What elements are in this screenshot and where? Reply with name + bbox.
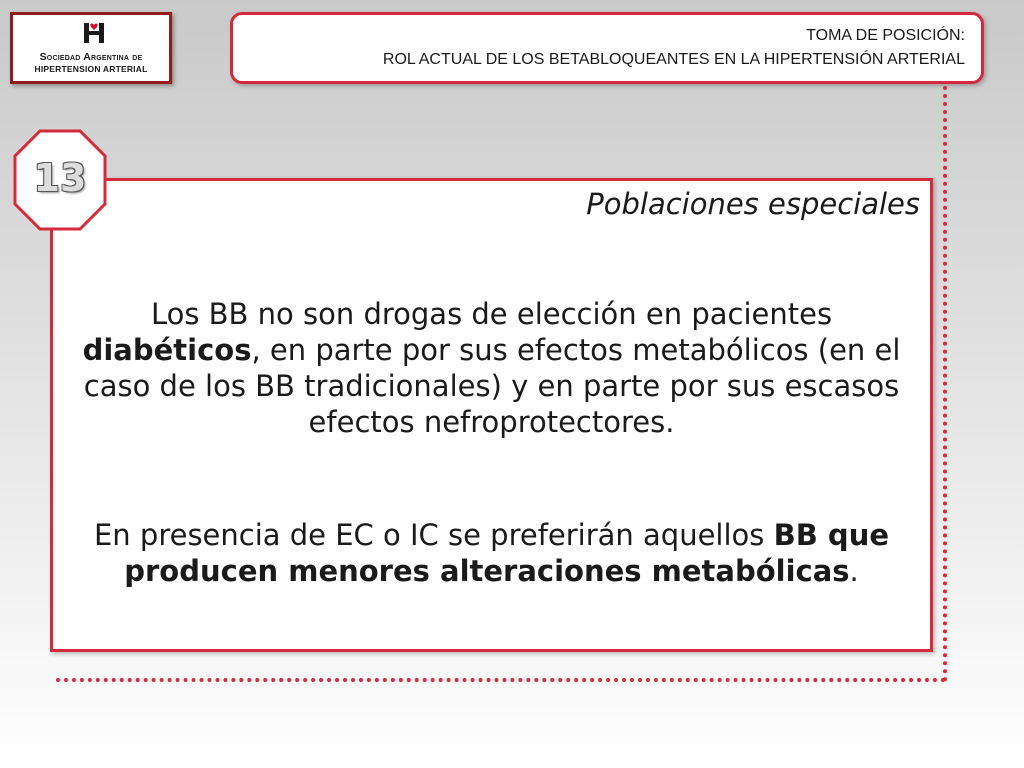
- content-panel: [50, 178, 933, 652]
- paragraph-ec-ic: [53, 517, 930, 589]
- paragraph-emphasis: diabéticos: [82, 333, 252, 367]
- paragraph-text: .: [849, 554, 859, 588]
- dotted-divider-vertical: [943, 86, 947, 682]
- paragraph-emphasis: BB que producen menores alteraciones metabólicas: [124, 518, 890, 588]
- sah-logo-icon: [83, 21, 105, 45]
- logo-line-2: HIPERTENSION ARTERIAL: [34, 64, 148, 74]
- section-title: Poblaciones especiales: [586, 187, 920, 221]
- paragraph-text: , en parte por sus efectos metabólicos (en el caso de los BB tradicionales) y en parte por sus escasos efectos nefroprotectores.: [83, 333, 901, 439]
- logo-line-1: Sociedad Argentina de: [39, 51, 143, 63]
- slide-number: 13: [33, 156, 87, 200]
- paragraph-text: En presencia de EC o IC se preferirán aquellos: [93, 518, 774, 552]
- logo-text: [13, 51, 169, 75]
- header-subtitle: ROL ACTUAL DE LOS BETABLOQUEANTES EN LA HIPERTENSIÓN ARTERIAL: [382, 51, 965, 68]
- dotted-divider-horizontal: [56, 678, 946, 682]
- header-title: TOMA DE POSICIÓN:: [806, 27, 965, 44]
- paragraph-text: Los BB no son drogas de elección en pacientes: [150, 297, 833, 331]
- header-title-box: [230, 12, 984, 84]
- slide-number-badge: [12, 128, 108, 232]
- society-logo: [10, 12, 172, 84]
- paragraph-diabetes: [53, 296, 930, 440]
